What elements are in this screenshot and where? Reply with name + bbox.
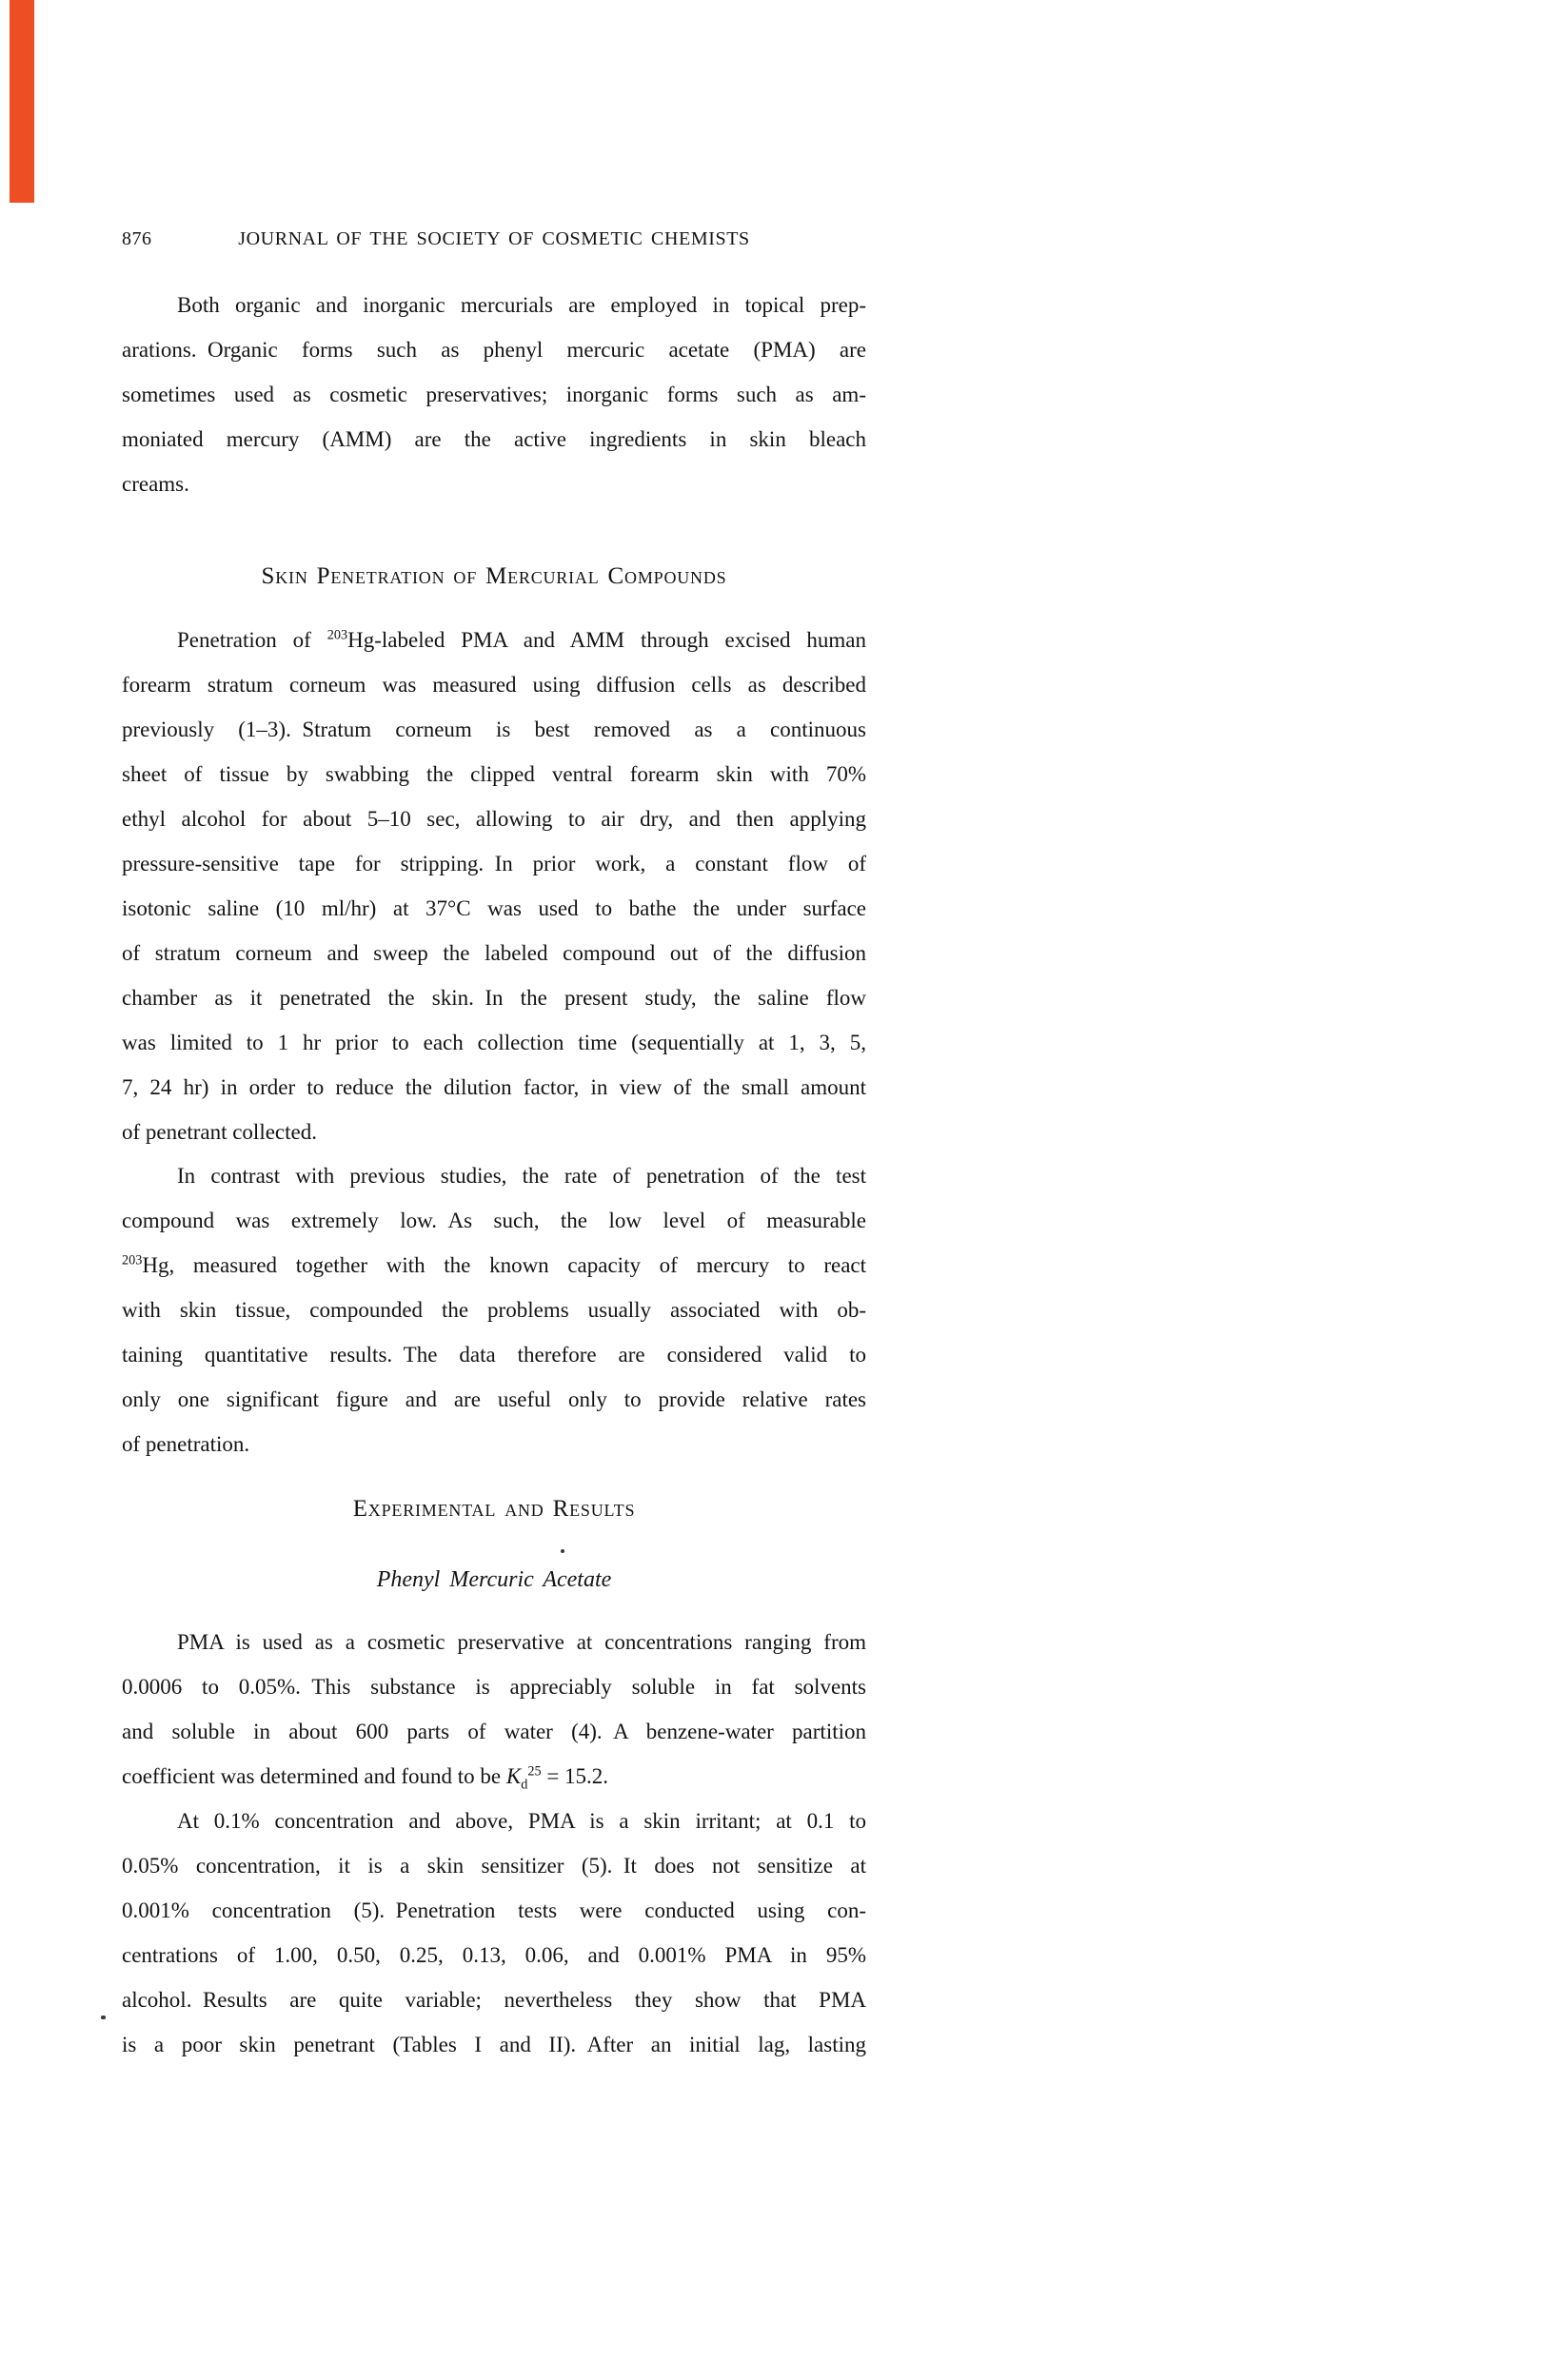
journal-title: JOURNAL OF THE SOCIETY OF COSMETIC CHEMISTS [238,228,750,249]
scan-artifact-speck [561,1549,564,1553]
text-line: of stratum corneum and sweep the labeled compound out of the diffusion [122,941,866,965]
section-heading-experimental-results: Experimental and Results [352,1496,636,1522]
text-line: $^{203}$Hg, measured together with the known capacity of mercury to react [122,1252,866,1277]
text-line: moniated mercury (AMM) are the active ingredients in skin bleach [122,427,866,451]
section-heading-skin-penetration: Skin Penetration of Mercurial Compounds [261,563,727,589]
text-line: Penetration of $^{203}$Hg-labeled PMA and AMM through excised human [177,627,867,652]
text-line: PMA is used as a cosmetic preservative at concentrations ranging from [177,1630,866,1654]
text-line: coefficient was determined and found to be $K_d^{25} = 15.2$. [122,1763,609,1793]
text-line: 7, 24 hr) in order to reduce the dilution factor, in view of the small amount [122,1075,866,1099]
text-line: ethyl alcohol for about 5–10 sec, allowing to air dry, and then applying [122,807,866,831]
text-line: 0.001% concentration (5). Penetration tests were conducted using con- [122,1898,866,1922]
paragraph-intro-mercurials [122,283,866,506]
text-line: is a poor skin penetrant (Tables I and II). After an initial lag, lasting [122,2033,866,2056]
text-line: 0.0006 to 0.05%. This substance is appreciably soluble in fat solvents [122,1675,866,1699]
page-number: 876 [122,228,152,249]
paragraph-low-penetration-rate [122,1153,866,1466]
text-line: alcohol. Results are quite variable; nevertheless they show that PMA [122,1988,866,2012]
text-line: 0.05% concentration, it is a skin sensitizer (5). It does not sensitize at [122,1854,866,1878]
paragraph-pma-irritancy-tests [122,1799,866,2067]
text-line: and soluble in about 600 parts of water (4). A benzene-water partition [122,1720,866,1743]
text-line: creams. [122,472,189,496]
text-line: In contrast with previous studies, the rate of penetration of the test [177,1164,866,1188]
text-line: centrations of 1.00, 0.50, 0.25, 0.13, 0.06, and 0.001% PMA in 95% [122,1943,866,1967]
paragraph-pma-properties [122,1620,866,1799]
text-line: taining quantitative results. The data therefore are considered valid to [122,1343,866,1367]
scan-artifact-red-tab [10,0,34,203]
scan-artifact-speck [101,2016,106,2019]
subheading-phenyl-mercuric-acetate: Phenyl Mercuric Acetate [376,1567,612,1592]
text-line: isotonic saline (10 ml/hr) at 37°C was used to bathe the under surface [122,896,866,920]
text-line: chamber as it penetrated the skin. In the present study, the saline flow [122,986,866,1010]
text-line: Both organic and inorganic mercurials are employed in topical prep- [177,293,866,317]
text-line: with skin tissue, compounded the problems usually associated with ob- [122,1298,866,1322]
text-line: of penetration. [122,1432,250,1456]
text-line: forearm stratum corneum was measured using diffusion cells as described [122,673,866,697]
text-line: sometimes used as cosmetic preservatives; inorganic forms such as am- [122,383,866,406]
text-line: arations. Organic forms such as phenyl mercuric acetate (PMA) are [122,338,866,362]
text-line: At 0.1% concentration and above, PMA is a skin irritant; at 0.1 to [177,1809,866,1833]
text-line: pressure-sensitive tape for stripping. In prior work, a constant flow of [122,852,866,875]
text-line: previously (1–3). Stratum corneum is best removed as a continuous [122,718,866,741]
text-line: was limited to 1 hr prior to each collection time (sequentially at 1, 3, 5, [122,1031,866,1054]
text-line: sheet of tissue by swabbing the clipped ventral forearm skin with 70% [122,762,866,786]
running-head [122,228,866,250]
text-line: compound was extremely low. As such, the low level of measurable [122,1209,866,1232]
text-line: of penetrant collected. [122,1120,317,1144]
paragraph-penetration-method [122,618,866,1154]
text-line: only one significant figure and are useful only to provide relative rates [122,1387,866,1411]
